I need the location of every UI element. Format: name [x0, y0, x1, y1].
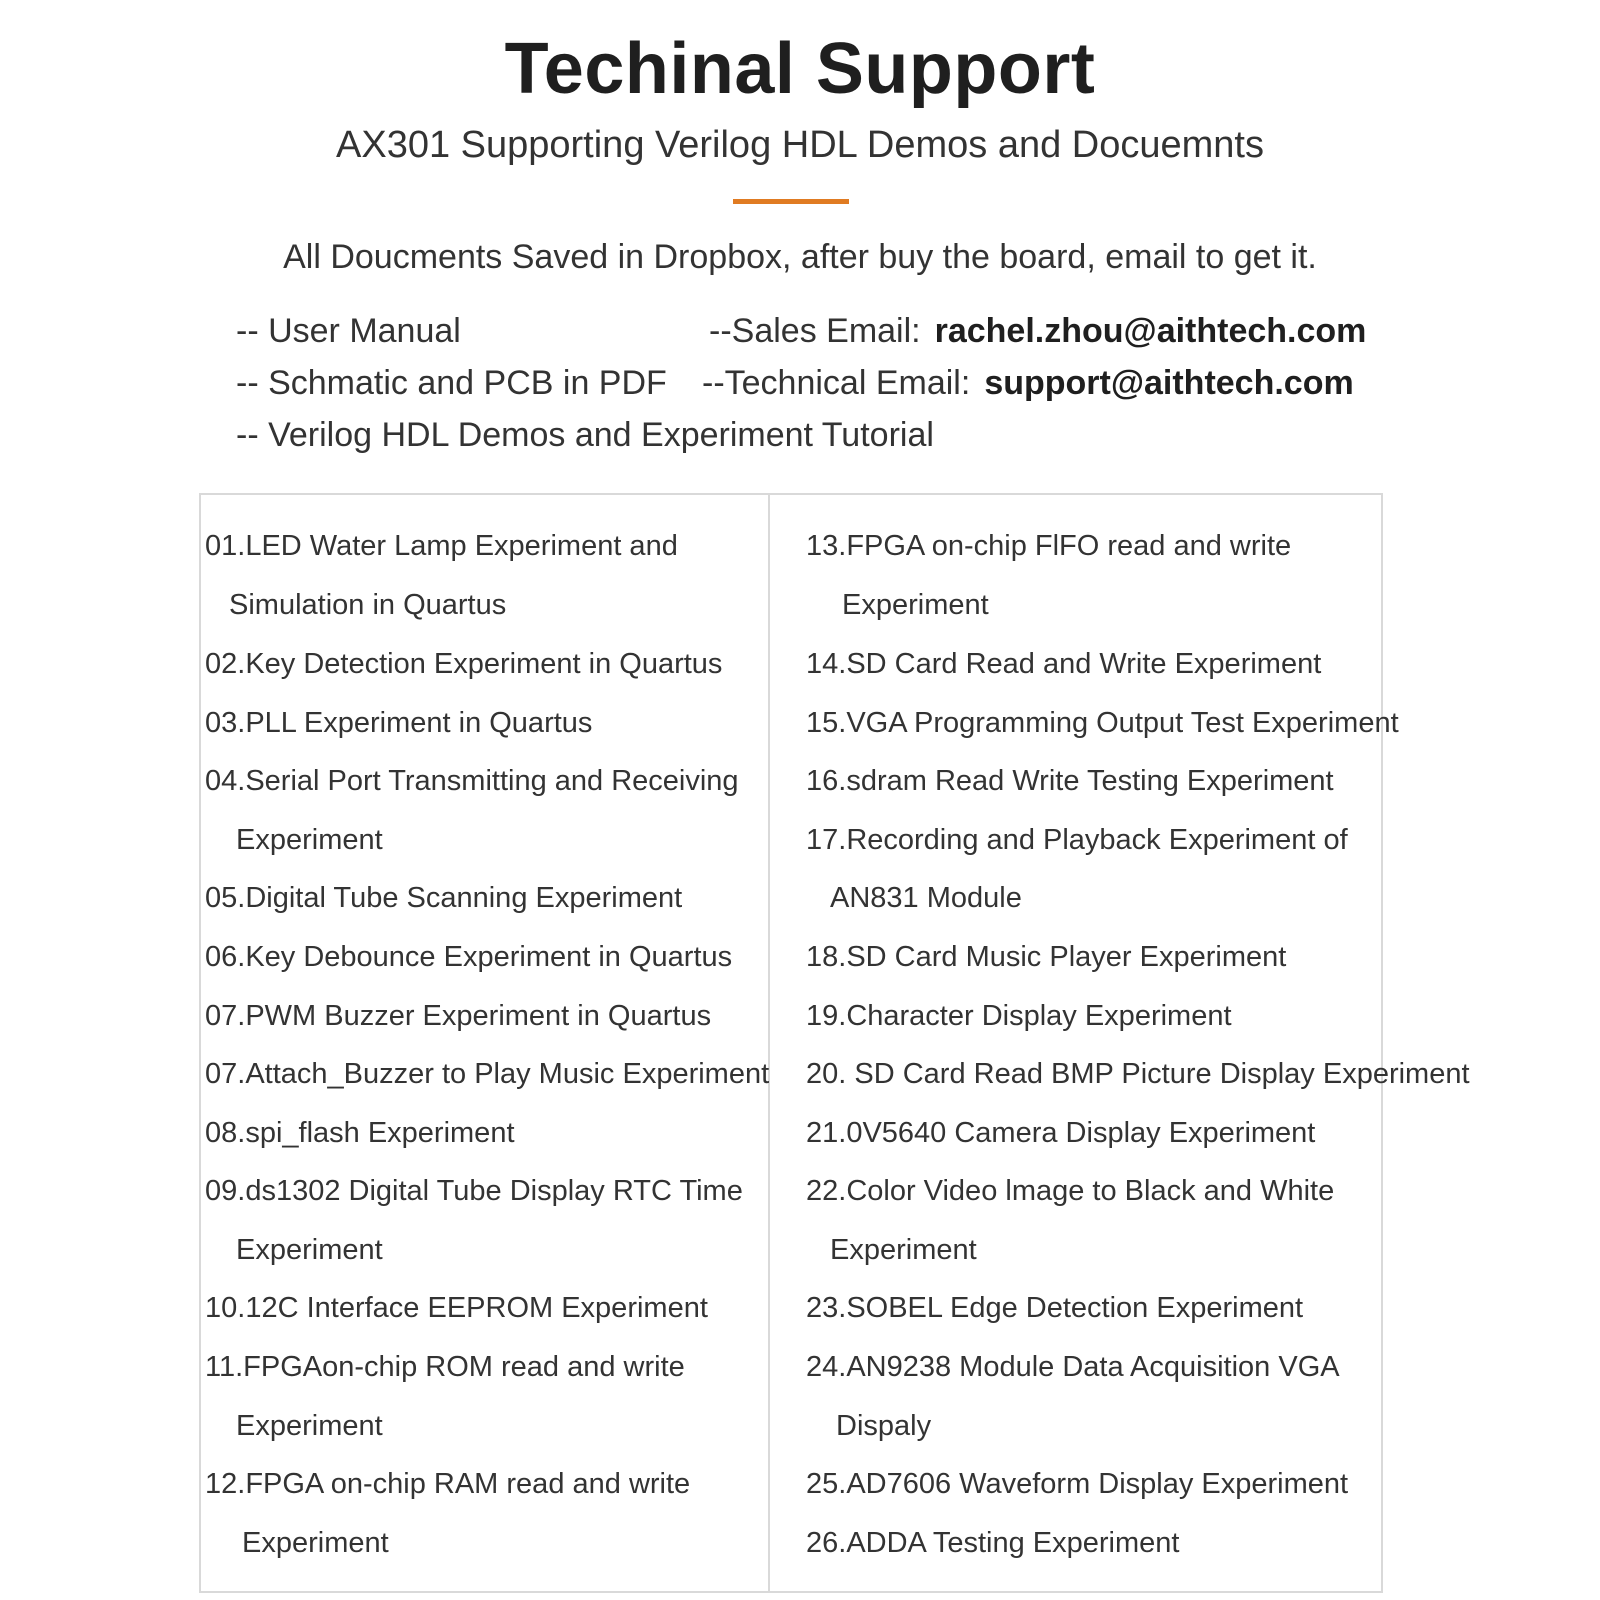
experiment-item: 11.FPGAon-chip ROM read and write: [205, 1351, 685, 1383]
experiment-item-continued: Experiment: [236, 1410, 383, 1442]
experiment-item: 22.Color Video lmage to Black and White: [806, 1175, 1335, 1207]
accent-divider: [733, 199, 849, 204]
sales-email-link[interactable]: rachel.zhou@aithtech.com: [934, 312, 1367, 350]
experiment-item: 12.FPGA on-chip RAM read and write: [205, 1468, 691, 1500]
experiment-item: 17.Recording and Playback Experiment of: [806, 824, 1348, 856]
experiment-item-continued: Experiment: [830, 1234, 977, 1266]
experiment-item: 14.SD Card Read and Write Experiment: [806, 648, 1322, 680]
technical-email-label: --Technical Email:: [702, 364, 971, 402]
experiment-item: 16.sdram Read Write Testing Experiment: [806, 765, 1334, 797]
experiment-item: 21.0V5640 Camera Display Experiment: [806, 1117, 1316, 1149]
sales-contact: [709, 312, 1366, 351]
sales-email-label: --Sales Email:: [709, 312, 921, 350]
experiment-item: 07.PWM Buzzer Experiment in Quartus: [205, 1000, 712, 1032]
experiment-item: 19.Character Display Experiment: [806, 1000, 1232, 1032]
experiment-item: 01.LED Water Lamp Experiment and: [205, 530, 678, 562]
experiment-item: 25.AD7606 Waveform Display Experiment: [806, 1468, 1349, 1500]
dropbox-note: All Doucments Saved in Dropbox, after buy the board, email to get it.: [283, 238, 1317, 276]
experiment-item-continued: Dispaly: [836, 1410, 932, 1442]
experiment-item: 09.ds1302 Digital Tube Display RTC Time: [205, 1175, 743, 1207]
experiment-item: 02.Key Detection Experiment in Quartus: [205, 648, 723, 680]
experiment-item: 05.Digital Tube Scanning Experiment: [205, 882, 683, 914]
technical-email-link[interactable]: support@aithtech.com: [984, 364, 1354, 402]
experiment-item: 20. SD Card Read BMP Picture Display Experiment: [806, 1058, 1470, 1090]
doc-schematic-pcb: -- Schmatic and PCB in PDF: [236, 364, 667, 402]
page-title: Techinal Support: [504, 29, 1096, 109]
experiment-item: 10.12C Interface EEPROM Experiment: [205, 1292, 708, 1324]
experiment-item: 15.VGA Programming Output Test Experiment: [806, 707, 1399, 739]
experiment-item-continued: Experiment: [236, 1234, 383, 1266]
experiment-item: 06.Key Debounce Experiment in Quartus: [205, 941, 733, 973]
experiment-item: 26.ADDA Testing Experiment: [806, 1527, 1180, 1559]
page-subtitle: AX301 Supporting Verilog HDL Demos and Docuemnts: [336, 124, 1264, 166]
experiment-item: 23.SOBEL Edge Detection Experiment: [806, 1292, 1304, 1324]
experiment-item-continued: AN831 Module: [830, 882, 1022, 914]
technical-contact: [702, 364, 1354, 403]
doc-user-manual: -- User Manual: [236, 312, 461, 350]
experiment-item: 08.spi_flash Experiment: [205, 1117, 515, 1149]
experiment-item: 18.SD Card Music Player Experiment: [806, 941, 1287, 973]
experiment-item: 04.Serial Port Transmitting and Receiving: [205, 765, 739, 797]
experiment-item-continued: Simulation in Quartus: [229, 589, 507, 621]
doc-verilog-demos: -- Verilog HDL Demos and Experiment Tutorial: [236, 416, 934, 454]
experiment-item: 13.FPGA on-chip FlFO read and write: [806, 530, 1292, 562]
experiment-item-continued: Experiment: [242, 1527, 389, 1559]
experiment-item-continued: Experiment: [236, 824, 383, 856]
experiment-item: 07.Attach_Buzzer to Play Music Experiment: [205, 1058, 770, 1090]
column-divider: [768, 493, 770, 1593]
experiment-item: 24.AN9238 Module Data Acquisition VGA: [806, 1351, 1340, 1383]
experiment-item-continued: Experiment: [842, 589, 989, 621]
experiment-item: 03.PLL Experiment in Quartus: [205, 707, 593, 739]
